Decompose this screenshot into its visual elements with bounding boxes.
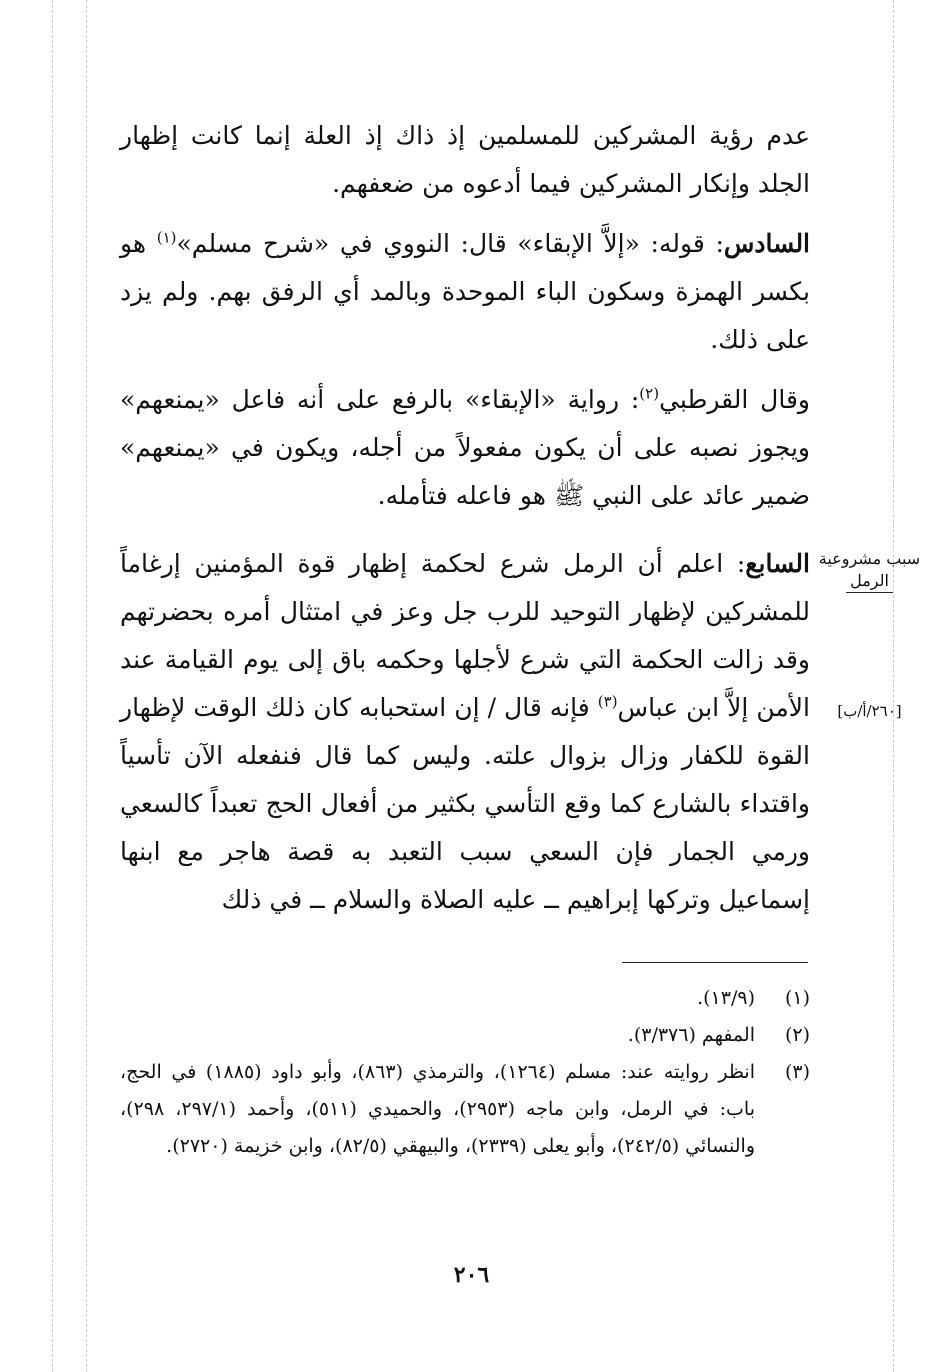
footnote [120,980,810,1017]
margin-topic-line-2: الرمل [846,570,893,593]
page-number: ٢٠٦ [453,1262,490,1288]
paragraph-2-text-b: هو بكسر الهمزة وسكون الباء الموحدة وبالمد أي الرفق بهم. ولم يزد على ذلك. [120,229,810,354]
margin-topic-line-1: سبب مشروعية [818,549,921,568]
footnote-ref-1: (١) [156,228,177,247]
footnote-number: (١) [784,987,810,1009]
footnote-separator [622,962,808,963]
paragraph-4-text-b: فإنه قال / إن استحبابه كان ذلك الوقت لإظهار القوة للكفار وزال بزوال علته. وليس كما قال فنفعله الآن تأسياً واقتداء بالشارع كما وقع التأسي بكثير من أفعال الحج تعبداً كالسعي ورمي الجمار فإن السعي سبب التعبد به قصة هاجر مع ابنها إسماعيل وتركها إبراهيم ــ عليه الصلاة والسلام ــ في ذلك [120,693,810,914]
footnote [120,1054,810,1165]
paragraph-1 [120,112,810,208]
paragraph-2-label: السادس [723,229,811,258]
footnote-number: (٢) [784,1024,810,1046]
footnote-text: (١٣/٩). [697,987,755,1009]
paragraph-3 [120,376,810,520]
paragraph-1-text: عدم رؤية المشركين للمسلمين إذ ذاك إذ العلة إنما كانت إظهار الجلد وإنكار المشركين فيما أدعوه من ضعفهم. [120,121,810,198]
footnotes [120,980,810,1165]
footnote-ref-3: (٣) [597,692,618,711]
footnote-text: المفهم (٣/٣٧٦). [627,1024,755,1046]
footnote-text: انظر روايته عند: مسلم (١٢٦٤)، والترمذي (٨٦٣)، وأبو داود (١٨٨٥) في الحج، باب: في الرمل، وابن ماجه (٢٩٥٣)، والحميدي (٥١١)، وأحمد (٢٩٧/١، ٢٩٨)، والنسائي (٢٤٢/٥)، وأبو يعلى (٢٣٣٩)، والبيهقي (٨٢/٥)، وابن خزيمة (٢٧٢٠). [120,1061,756,1157]
footnote-number: (٣) [784,1061,810,1083]
paragraph-4-text-a: : اعلم أن الرمل شرع لحكمة إظهار قوة المؤمنين إرغاماً للمشركين لإظهار التوحيد للرب جل وعز في امتثال أمره بحضرتهم وقد زالت الحكمة التي شرع لأجلها وحكمه باق إلى يوم القيامة عند الأمن إلاَّ ابن عباس [120,549,810,722]
paragraph-3-text-a: وقال القرطبي [659,385,810,414]
margin-topic-note [812,548,927,593]
paragraph-2 [120,220,810,364]
paragraph-4-label: السابع [745,549,810,578]
margin-folio-reference: [٢٦٠/أ/ب] [837,702,902,720]
paragraph-4 [120,540,810,924]
paragraph-2-text-a: : قوله: «إلاَّ الإبقاء» قال: النووي في «شرح مسلم» [176,229,724,258]
paragraph-3-text-b: : رواية «الإبقاء» بالرفع على أنه فاعل «يمنعهم» ويجوز نصبه على أن يكون مفعولاً من أجله، ويكون في «يمنعهم» ضمير عائد على النبي ﷺ هو فاعله فتأمله. [120,385,810,510]
footnote [120,1017,810,1054]
footnote-ref-2: (٢) [639,384,660,403]
